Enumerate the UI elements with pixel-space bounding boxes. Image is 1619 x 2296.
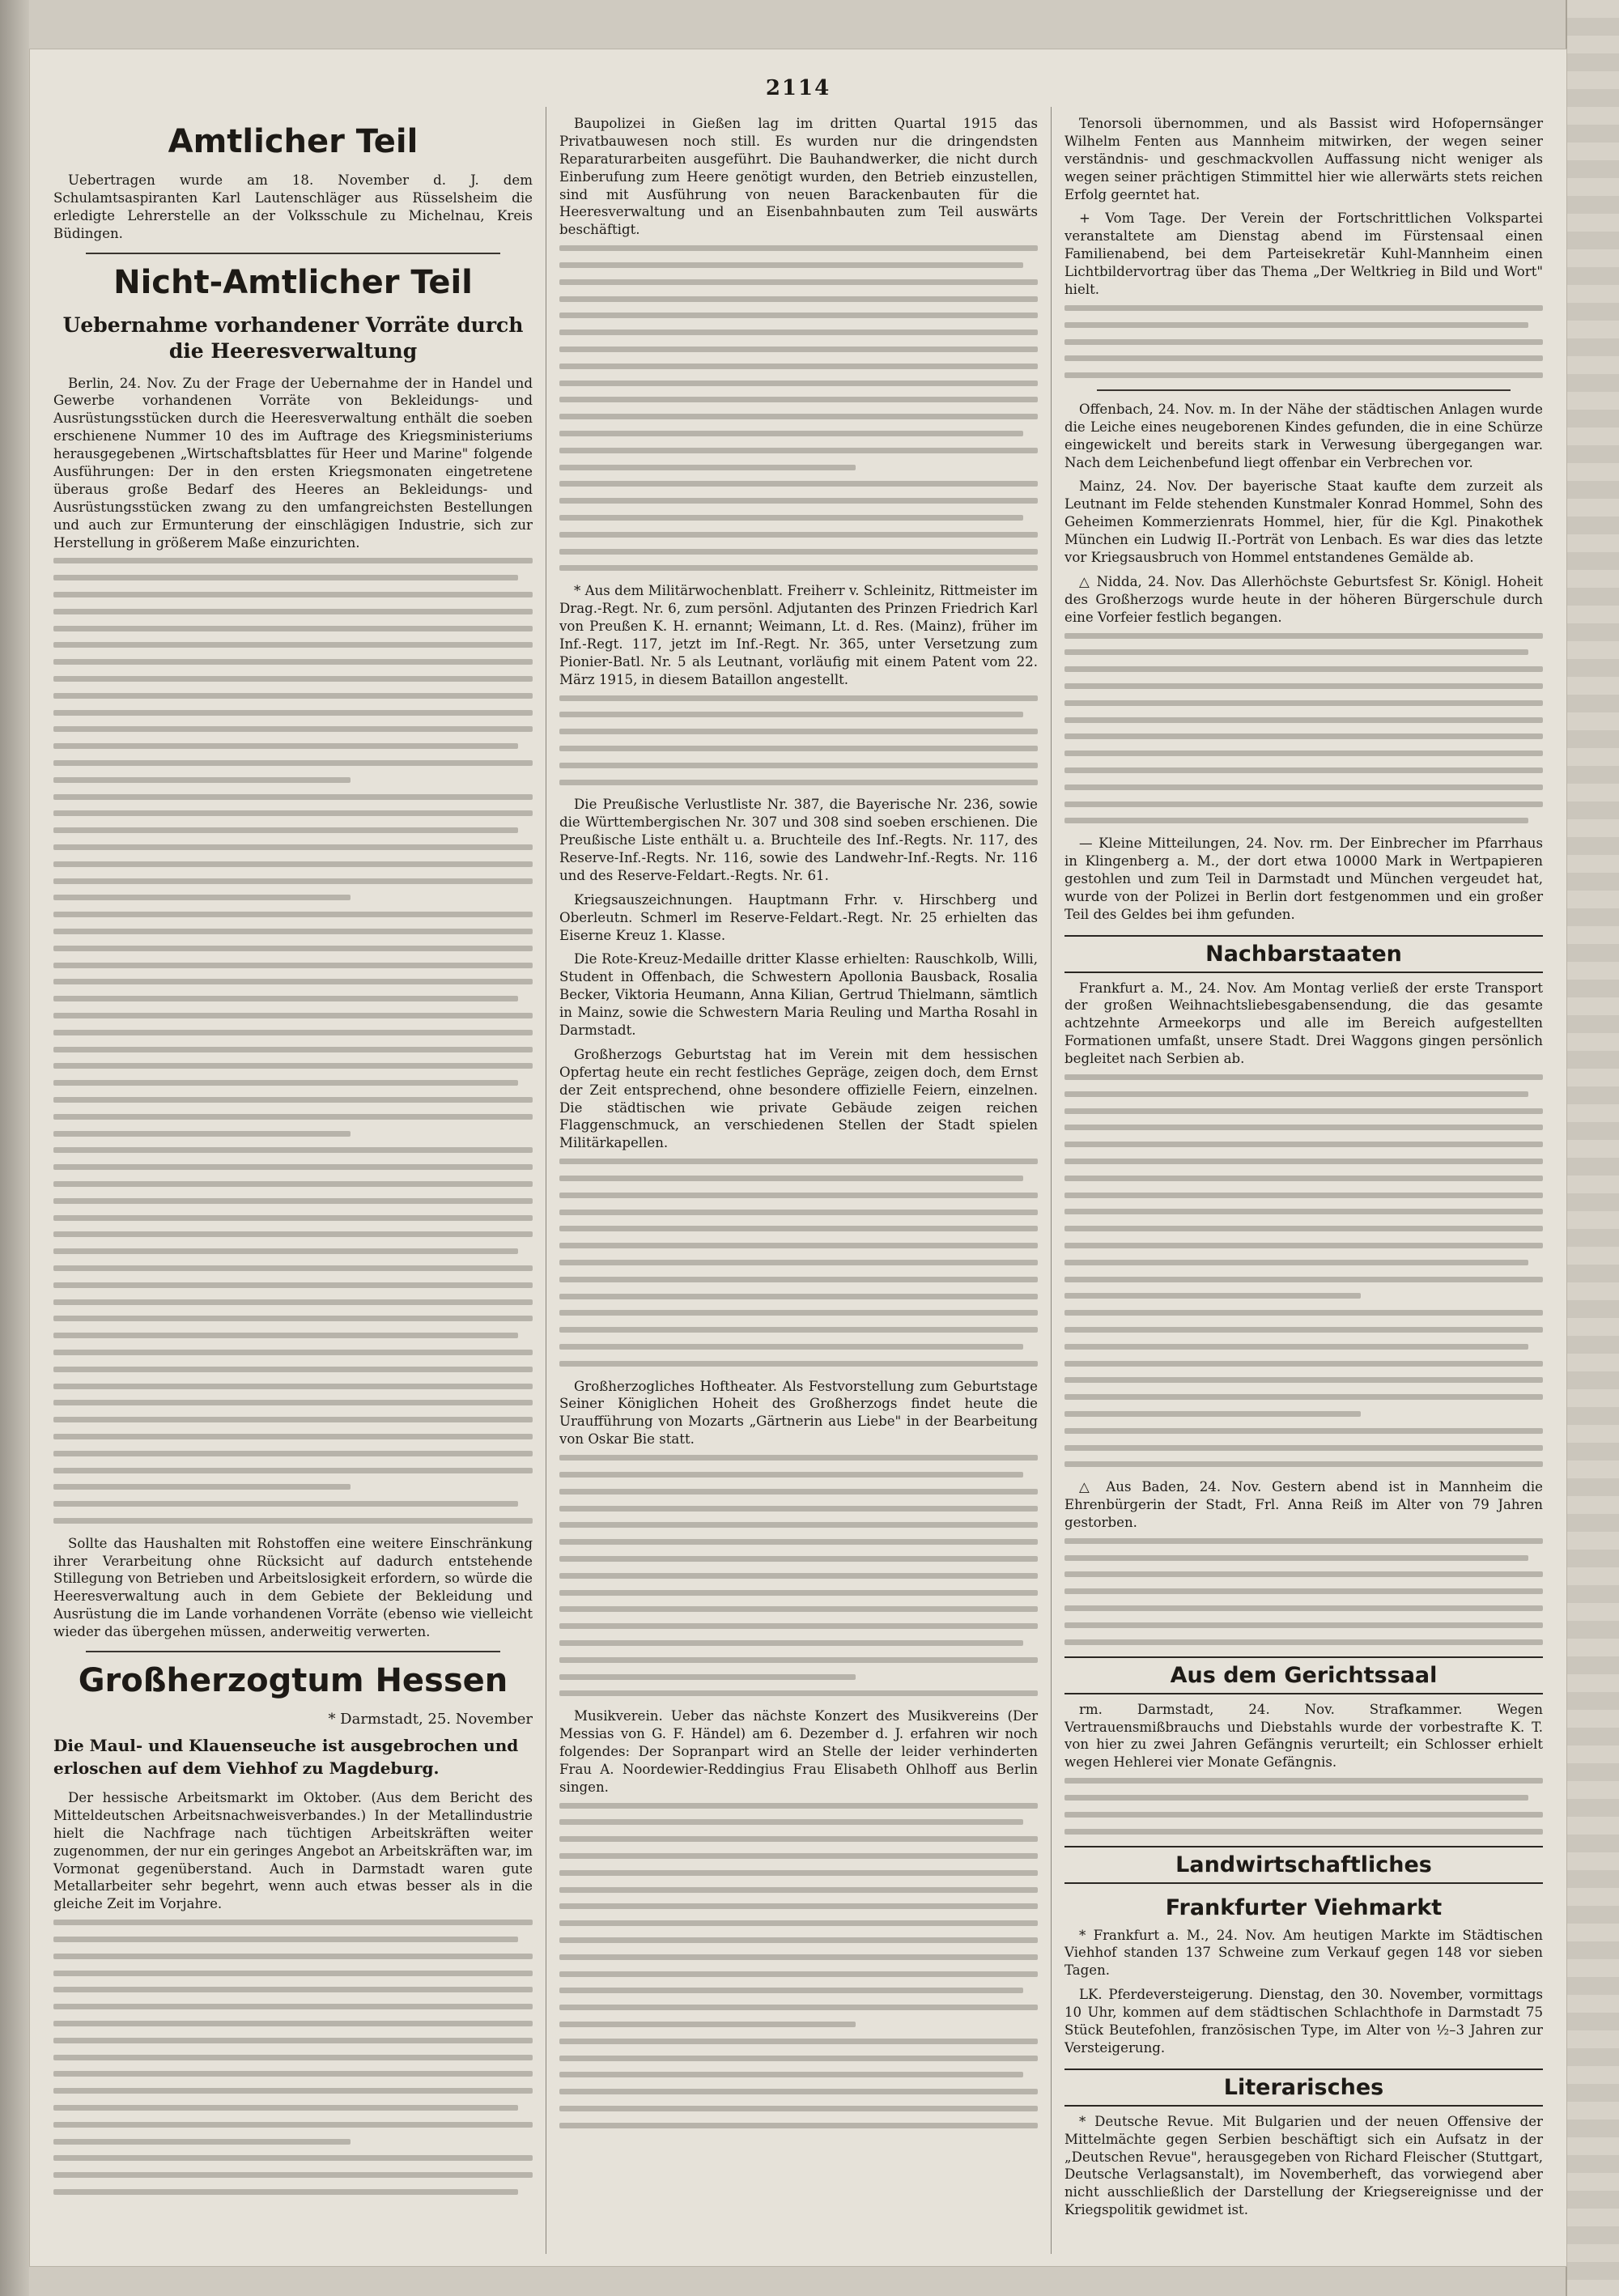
mainz-article: Mainz, 24. Nov. Der bayerische Staat kaufte dem zurzeit als Leutnant im Felde stehenden Kunstmaler Konrad Hommel, Sohn des Geheimen Kommerzienrats Hommel, hier, für die Kgl. Pinakothek München ein Ludwig II.-Porträt von Lenbach. Es war dies das letzte vor Kriegsausbruch von Hommel entstandenes Gemälde ab. — [1064, 478, 1543, 566]
frankfurt-body-lines — [1064, 1074, 1543, 1467]
musikverein-body-lines — [559, 1803, 1038, 2128]
kriegsauszeichnungen-article: Kriegsauszeichnungen. Hauptmann Frhr. v. Hirschberg und Oberleutn. Schmerl im Reserve-Feldart.-Regt. Nr. 25 erhielten das Eiserne Kreuz 1. Klasse. — [559, 891, 1038, 943]
seuche-notice: Die Maul- und Klauenseuche ist ausgebrochen und erloschen auf dem Viehhof zu Magdeburg. — [53, 1736, 519, 1779]
frankfurt-article: Frankfurt a. M., 24. Nov. Am Montag verließ der erste Transport der großen Weihnachtsliebesgabensendung, die das gesamte achtzehnte Armeekorps und alle im Bereich aufgestellten Formationen umfaßt, unsere Stadt. Drei Waggons gingen persönlich begleitet nach Serbien ab. — [1064, 980, 1543, 1067]
vorraete-body-lines — [53, 558, 533, 1523]
section-rule — [86, 253, 500, 254]
militaerwochenblatt-body-lines — [559, 695, 1038, 785]
offenbach-article: Offenbach, 24. Nov. m. In der Nähe der städtischen Anlagen wurde die Leiche eines neugeborenen Kindes gefunden, die in eine Schürze eingewickelt und bereits stark in Verwesung übergegangen war. Nach dem Leichenbefund liegt offenbar ein Verbrechen vor. — [1064, 401, 1543, 470]
nidda-article: △ Nidda, 24. Nov. Das Allerhöchste Geburtsfest Sr. Königl. Hoheit des Großherzogs wurde heute in der höheren Bürgerschule durch eine Vorfeier festlich begangen. — [1064, 573, 1543, 625]
geburtstag-article: Großherzogs Geburtstag hat im Verein mit dem hessischen Opfertag heute ein recht festliches Gepräge, zeigen doch, dem Ernst der Zeit entsprechend, ohne besondere offizielle Feiern, einzelnen. Die städtischen wie private Gebäude zeigen reichen Flaggenschmuck, an verschiedenen Stellen der Stadt spielen Militärkapellen. — [559, 1046, 1038, 1151]
vom-tage-body-lines — [1064, 305, 1543, 378]
viehmarkt-article: * Frankfurt a. M., 24. Nov. Am heutigen Markte im Städtischen Viehhof standen 137 Schweine zum Verkauf gegen 148 vor sieben Tagen. — [1064, 1927, 1543, 1979]
nachbarstaaten-heading: Nachbarstaaten — [1064, 935, 1543, 973]
adjacent-page-edge — [1566, 0, 1619, 2296]
column-middle — [546, 107, 1051, 2254]
verlustliste-article: Die Preußische Verlustliste Nr. 387, die Bayerische Nr. 236, sowie die Württembergischen Nr. 307 und 308 sind soeben erschienen. Die Preußische Liste enthält u. a. Bruchteile des Inf.-Regts. Nr. 117, des Reserve-Inf.-Regts. Nr. 116, sowie des Landwehr-Inf.-Regts. Nr. 116 und des Reserve-Feldart.-Regts. Nr. 61. — [559, 797, 1038, 883]
kleine-mitteilungen-article: — Kleine Mitteilungen, 24. Nov. rm. Der Einbrecher im Pfarrhaus in Klingenberg a. M., der dort etwa 10000 Mark in Wertpapieren gestohlen und zum Teil in Darmstadt und München vergeudet hat, wurde von der Polizei in Berlin dort festgenommen und ein großer Teil des Geldes bei ihm gefunden. — [1064, 835, 1543, 922]
gerichtssaal-heading: Aus dem Gerichtssaal — [1064, 1656, 1543, 1694]
gerichtssaal-body-lines — [1064, 1778, 1543, 1834]
viehmarkt-subheading: Frankfurter Viehmarkt — [1165, 1894, 1443, 1920]
arbeitsmarkt-body-lines — [53, 1920, 533, 2195]
amtlicher-notice: Uebertragen wurde am 18. November d. J. dem Schulamtsaspiranten Karl Lautenschläger aus Rüsselsheim die erledigte Lehrerstelle an der Volksschule zu Michelnau, Kreis Büdingen. — [53, 172, 533, 241]
vorraete-lead: Berlin, 24. Nov. Zu der Frage der Uebernahme der in Handel und Gewerbe vorhandenen Vorräte von Bekleidungs- und Ausrüstungsstücken durch die Heeresverwaltung enthält die soeben erschienene Nummer 10 des im Auftrage des Kriegsministeriums herausgegebenen „Wirtschaftsblattes für Heer und Marine" folgende Ausführungen: Der in den ersten Kriegsmonaten eingetretene überaus große Bedarf des Heeres an Bekleidungs- und Ausrüstungsstücken zwang zu den umfangreichsten Bestellungen und auch zur Ermunterung der einschlägigen Industrie, sich zur Herstellung in größerem Maße einzurichten. — [53, 375, 533, 551]
newspaper-page — [29, 49, 1567, 2267]
column-grid — [40, 107, 1556, 2254]
baden-body-lines — [1064, 1538, 1543, 1645]
pferdeversteigerung-article: LK. Pferdeversteigerung. Dienstag, den 30. November, vormittags 10 Uhr, kommen auf dem städtischen Schlachthofe in Darmstadt 75 Stück Beutefohlen, französischen Type, im Alter von ½–3 Jahren zur Versteigerung. — [1064, 1987, 1543, 2056]
musikverein-article: Musikverein. Ueber das nächste Konzert des Musikvereins (Der Messias von G. F. Händel) am 6. Dezember d. J. erfahren wir noch folgendes: Der Sopranpart wird an Stelle der leider verhinderten Frau A. Noordewier-Reddingius Frau Elisabeth Ohlhoff aus Berlin singen. — [559, 1708, 1038, 1795]
baupolizei-article: Baupolizei in Gießen lag im dritten Quartal 1915 das Privatbauwesen noch still. Es wurden nur die dringendsten Reparaturarbeiten ausgeführt. Die Bauhandwerker, die nicht durch Einberufung zum Heere genötigt wurden, den Betrieb einzustellen, sind mit Ausführung von neuen Barackenbauten für die Heeresverwaltung und an Eisenbahnbauten zum Teil auswärts beschäftigt. — [559, 116, 1038, 238]
hoftheater-article: Großherzogliches Hoftheater. Als Festvorstellung zum Geburtstage Seiner Königlichen Hoheit des Großherzogs findet heute die Uraufführung von Mozarts „Gärtnerin aus Liebe" in der Bearbeitung von Oskar Bie statt. — [559, 1378, 1038, 1448]
page-number: 2114 — [765, 76, 831, 100]
nidda-body-lines — [1064, 633, 1543, 824]
arbeitsmarkt-article: Der hessische Arbeitsmarkt im Oktober. (Aus dem Bericht des Mitteldeutschen Arbeitsnachweisverbandes.) In der Metallindustrie hielt die Nachfrage nach tüchtigen Arbeitskräften weiter zugenommen, der nur ein geringes Angebot an Arbeitskräften war, im Vormonat gegenüberstand. Auch in Darmstadt waren gute Metallarbeiter sehr begehrt, wenn auch etwas besser als in die gleiche Zeit im Vorjahre. — [53, 1790, 533, 1912]
amtlicher-heading: Amtlicher Teil — [168, 123, 419, 160]
gerichtssaal-article: rm. Darmstadt, 24. Nov. Strafkammer. Wegen Vertrauensmißbrauchs und Diebstahls wurde der vorbestrafte K. T. von hier zu zwei Jahren Gefängnis verurteilt; ein Schlosser erhielt wegen Hehlerei vier Monate Gefängnis. — [1064, 1701, 1543, 1771]
book-gutter — [0, 0, 29, 2296]
vom-tage-article: + Vom Tage. Der Verein der Fortschrittlichen Volkspartei veranstaltete am Dienstag abend im Fürstensaal einen Familienabend, bei dem Parteisekretär Kuhl-Mannheim einen Lichtbildervortrag über das Thema „Der Weltkrieg in Bild und Wort" hielt. — [1064, 210, 1543, 298]
hessen-dateline: * Darmstadt, 25. November — [328, 1711, 533, 1728]
baden-article: △ Aus Baden, 24. Nov. Gestern abend ist in Mannheim die Ehrenbürgerin der Stadt, Frl. Anna Reiß im Alter von 79 Jahren gestorben. — [1064, 1479, 1543, 1530]
vorraete-headline: Uebernahme vorhandener Vorräte durch die Heeresverwaltung — [62, 313, 524, 364]
literarisches-article: * Deutsche Revue. Mit Bulgarien und der neuen Offensive der Mittelmächte gegen Serbien beschäftigt sich ein Aufsatz in der „Deutschen Revue", herausgegeben von Richard Fleischer (Stuttgart, Deutsche Verlagsanstalt), im Novemberheft, das vorwiegend aber nicht ausschließlich der Darstellung der Kriegsereignisse und der Kriegspolitik gewidmet ist. — [1064, 2113, 1543, 2218]
musikverein-continued: Tenorsoli übernommen, und als Bassist wird Hofopernsänger Wilhelm Fenten aus Mannheim mitwirken, der wegen seiner verständnis- und geschmackvollen Auffassung nicht weniger als wegen seiner prächtigen Stimmittel hier wie allerwärts stets reichen Erfolg geerntet hat. — [1064, 116, 1543, 202]
hoftheater-body-lines — [559, 1455, 1038, 1696]
rotkreuz-article: Die Rote-Kreuz-Medaille dritter Klasse erhielten: Rauschkolb, Willi, Student in Offenbach, die Schwestern Apollonia Bausback, Rosalia Becker, Viktoria Heumann, Anna Kilian, Gertrud Thielmann, sämtlich in Mainz, sowie die Schwestern Maria Reuling und Martha Rosahl in Darmstadt. — [559, 951, 1038, 1038]
militaerwochenblatt-article: * Aus dem Militärwochenblatt. Freiherr v. Schleinitz, Rittmeister im Drag.-Regt. Nr. 6, zum persönl. Adjutanten des Prinzen Friedrich Karl von Preußen K. H. ernannt; Weimann, Lt. d. Res. (Mainz), früher im Inf.-Regt. 117, jetzt im Inf.-Regt. Nr. 365, unter Versetzung zum Pionier-Batl. Nr. 5 als Leutnant, vorläufig mit einem Patent vom 22. März 1915, in diesem Bataillon angestellt. — [559, 583, 1038, 687]
landwirtschaft-heading: Landwirtschaftliches — [1064, 1846, 1543, 1884]
vorraete-close: Sollte das Haushalten mit Rohstoffen eine weitere Einschränkung ihrer Verarbeitung ohne Rücksicht auf dadurch entstehende Stillegung von Betrieben und Arbeitslosigkeit erfordern, so würde die Heeresverwaltung auch in dem Gebiete der Bekleidung und Ausrüstung die im Lande vorhandenen Vorräte (ebenso wie vielleicht wieder das übergehen müssen, anderweitig verwerten. — [53, 1535, 533, 1640]
hessen-heading: Großherzogtum Hessen — [78, 1662, 508, 1700]
baupolizei-body-lines — [559, 245, 1038, 571]
geburtstag-body-lines — [559, 1159, 1038, 1367]
section-rule — [1097, 389, 1511, 391]
column-right — [1051, 107, 1556, 2254]
column-left — [40, 107, 546, 2254]
section-rule — [86, 1651, 500, 1652]
nichtamtlicher-heading: Nicht-Amtlicher Teil — [113, 263, 473, 301]
literarisches-heading: Literarisches — [1064, 2069, 1543, 2107]
